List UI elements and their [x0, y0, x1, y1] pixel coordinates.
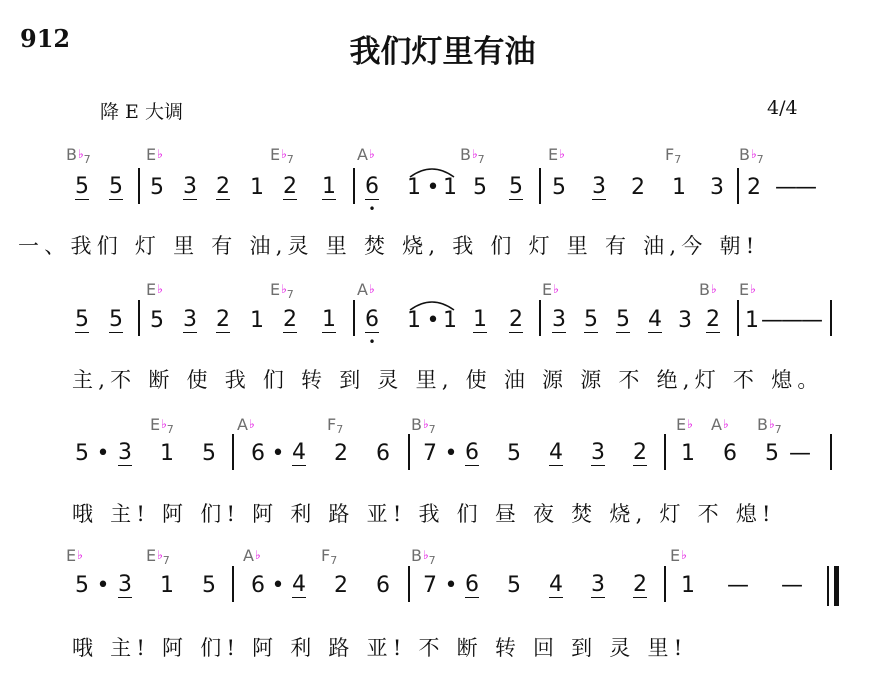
hymn-number: 912	[20, 24, 71, 53]
note: 4	[549, 572, 563, 597]
note: 1	[322, 174, 336, 199]
key-signature: 降 E 大调	[100, 101, 183, 123]
note: 5	[75, 573, 89, 598]
note: 4	[549, 440, 563, 465]
note: 2	[216, 174, 230, 199]
barline	[830, 300, 832, 336]
chord-symbol: A♭	[711, 415, 729, 434]
note: 6	[376, 573, 390, 598]
dot-mark: •	[96, 573, 110, 598]
note: 5	[765, 441, 779, 466]
barline	[138, 168, 140, 204]
lyric-line-3: 哦 主! 阿 们! 阿 利 路 亚! 我 们 昼 夜 焚 烧, 灯 不 熄!	[72, 502, 776, 526]
note: 3	[552, 307, 566, 332]
note: 3	[118, 572, 132, 597]
chord-symbol: $F_7$	[321, 546, 338, 567]
chord-symbol: $E^♭_7$	[270, 145, 294, 166]
note: 5	[109, 307, 123, 332]
chord-symbol: E♭	[542, 280, 559, 299]
note: 5	[507, 441, 521, 466]
note: 5	[507, 573, 521, 598]
note: 6	[723, 441, 737, 466]
barline	[830, 434, 832, 470]
dot-mark: •	[426, 175, 440, 200]
note: 2	[283, 307, 297, 332]
note: 1	[681, 441, 695, 466]
note: 1	[160, 573, 174, 598]
note: 5	[584, 307, 598, 332]
note: 2	[334, 573, 348, 598]
final-barline-thin	[827, 566, 829, 606]
barline	[539, 168, 541, 204]
note: 1	[407, 175, 421, 200]
dash-note: —	[781, 573, 803, 598]
chord-symbol: E♭	[146, 145, 163, 164]
chord-symbol: A♭	[243, 546, 261, 565]
page-title: 我们灯里有油	[349, 34, 536, 70]
chord-symbol: $B^♭_7$	[66, 145, 91, 166]
chord-symbol: A♭	[357, 145, 375, 164]
note: 6 •	[365, 175, 379, 200]
note: 3	[592, 174, 606, 199]
note: 1	[443, 175, 457, 200]
note: 3	[710, 175, 724, 200]
chord-symbol: B♭	[699, 280, 717, 299]
chord-symbol: $B^♭_7$	[757, 415, 782, 436]
chord-symbol: E♭	[676, 415, 693, 434]
tie-arc	[407, 165, 457, 179]
barline	[232, 434, 234, 470]
note: 2	[633, 440, 647, 465]
note: 5	[202, 573, 216, 598]
barline	[408, 434, 410, 470]
dash-note: —	[775, 175, 797, 200]
chord-symbol: $B^♭_7$	[460, 145, 485, 166]
note: 1	[473, 307, 487, 332]
note: 1	[407, 308, 421, 333]
note: 1	[160, 441, 174, 466]
note: 2	[216, 307, 230, 332]
note: 5	[150, 308, 164, 333]
barline	[232, 566, 234, 602]
note: 2	[334, 441, 348, 466]
chord-symbol: $E^♭_7$	[146, 546, 170, 567]
note: 5	[616, 307, 630, 332]
note: 5	[75, 441, 89, 466]
dot-mark: •	[444, 573, 458, 598]
barline	[539, 300, 541, 336]
chord-symbol: E♭	[146, 280, 163, 299]
dot-mark: •	[426, 308, 440, 333]
note: 4	[292, 440, 306, 465]
lyric-line-4: 哦 主! 阿 们! 阿 利 路 亚! 不 断 转 回 到 灵 里!	[72, 636, 688, 660]
lyric-line-1: 一、我们 灯 里 有 油,灵 里 焚 烧, 我 们 灯 里 有 油,今 朝!	[18, 234, 760, 258]
note: 6	[251, 573, 265, 598]
note: 3	[678, 308, 692, 333]
note: 2	[747, 175, 761, 200]
barline	[138, 300, 140, 336]
barline	[408, 566, 410, 602]
note: 6	[251, 441, 265, 466]
note: 5	[473, 175, 487, 200]
note: 5	[202, 441, 216, 466]
note: 5	[75, 307, 89, 332]
final-barline	[834, 566, 839, 606]
lyric-line-2: 主,不 断 使 我 们 转 到 灵 里, 使 油 源 源 不 绝,灯 不 熄。	[72, 368, 824, 392]
barline	[664, 434, 666, 470]
chord-symbol: A♭	[237, 415, 255, 434]
note: 7	[423, 441, 437, 466]
barline	[737, 168, 739, 204]
dash-note: —	[801, 308, 823, 333]
note: 3	[591, 440, 605, 465]
note: 7	[423, 573, 437, 598]
note: 2	[633, 572, 647, 597]
note: 2	[509, 307, 523, 332]
note: 1	[443, 308, 457, 333]
note: 3	[591, 572, 605, 597]
dash-note: —	[761, 308, 783, 333]
note: 4	[292, 572, 306, 597]
chord-symbol: A♭	[357, 280, 375, 299]
note: 2	[283, 174, 297, 199]
note: 5	[150, 175, 164, 200]
note: 2	[631, 175, 645, 200]
note: 1	[250, 308, 264, 333]
note: 1	[681, 573, 695, 598]
chord-symbol: $E^♭_7$	[150, 415, 174, 436]
dot-mark: •	[271, 441, 285, 466]
note: 3	[183, 174, 197, 199]
chord-symbol: $E^♭_7$	[270, 280, 294, 301]
note: 2	[706, 307, 720, 332]
note: 4	[648, 307, 662, 332]
note: 1	[322, 307, 336, 332]
note: 3	[183, 307, 197, 332]
time-signature: 4/4	[767, 97, 798, 119]
dash-note: —	[781, 308, 803, 333]
dot-mark: •	[271, 573, 285, 598]
chord-symbol: $F_7$	[665, 145, 682, 166]
barline	[664, 566, 666, 602]
dot-mark: •	[444, 441, 458, 466]
dash-note: —	[795, 175, 817, 200]
chord-symbol: $B^♭_7$	[411, 546, 436, 567]
barline	[737, 300, 739, 336]
dash-note: —	[727, 573, 749, 598]
barline	[353, 300, 355, 336]
chord-symbol: E♭	[548, 145, 565, 164]
barline	[353, 168, 355, 204]
chord-symbol: $B^♭_7$	[411, 415, 436, 436]
chord-symbol: $F_7$	[327, 415, 344, 436]
note: 1	[672, 175, 686, 200]
dot-mark: •	[96, 441, 110, 466]
note: 5	[552, 175, 566, 200]
note: 6 •	[365, 308, 379, 333]
note: 6	[465, 440, 479, 465]
note: 1	[745, 308, 759, 333]
note: 5	[75, 174, 89, 199]
note: 1	[250, 175, 264, 200]
dash-note: —	[789, 441, 811, 466]
note: 5	[509, 174, 523, 199]
note: 6	[465, 572, 479, 597]
note: 5	[109, 174, 123, 199]
note: 6	[376, 441, 390, 466]
chord-symbol: E♭	[66, 546, 83, 565]
chord-symbol: E♭	[739, 280, 756, 299]
note: 3	[118, 440, 132, 465]
chord-symbol: E♭	[670, 546, 687, 565]
chord-symbol: $B^♭_7$	[739, 145, 764, 166]
tie-arc	[407, 298, 457, 312]
